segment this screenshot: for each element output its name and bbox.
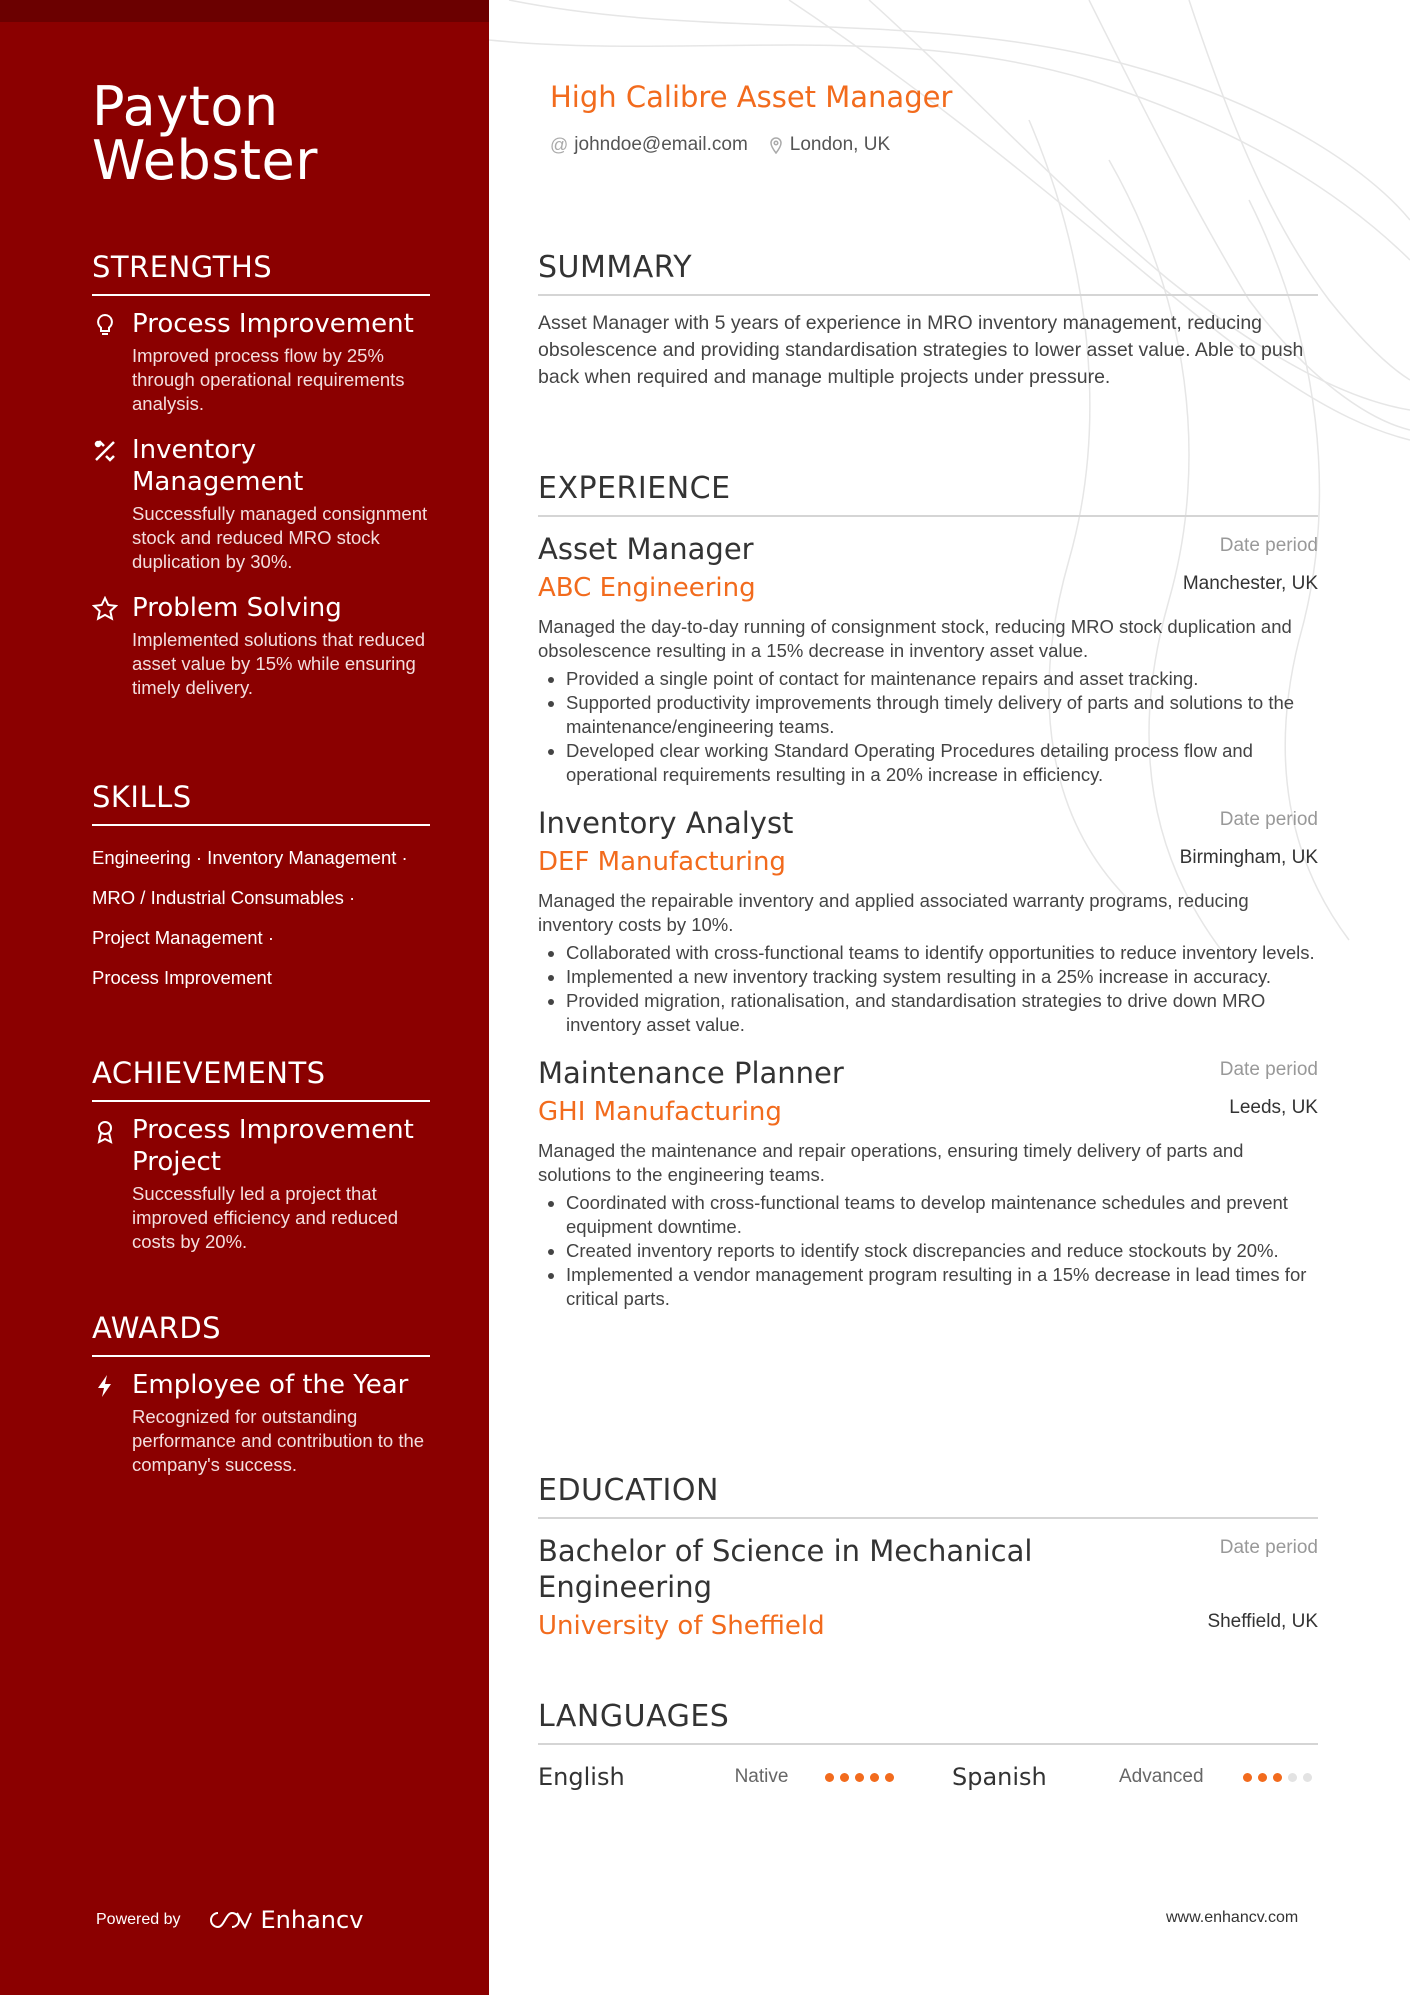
experience-item [538,1055,1318,1311]
language-rating [825,1773,900,1782]
rating-dot-filled [885,1773,894,1782]
rating-dot-filled [1273,1773,1282,1782]
job-location: Birmingham, UK [1179,847,1318,868]
job-bullet: • Supported productivity improvements through timely delivery of parts and solutions to the maintenance/engineering teams. [566,691,1318,739]
languages-row [538,1763,1318,1791]
job-bullets [538,1191,1318,1311]
strengths-heading: STRENGTHS [92,250,430,296]
strength-desc: Implemented solutions that reduced asset value by 15% while ensuring timely delivery. [132,629,426,698]
achievement-title: Process Improvement Project [132,1115,414,1177]
language-name: Spanish [952,1763,1047,1791]
rating-dot-filled [840,1773,849,1782]
skills-heading: SKILLS [92,780,430,826]
enhancv-logo-icon [207,1909,253,1931]
job-bullet: • Provided a single point of contact for maintenance repairs and asset tracking. [566,667,1318,691]
lightbulb-icon [92,312,118,338]
location-pin-icon [770,137,782,154]
job-description: Managed the day-to-day running of consignment stock, reducing MRO stock duplication and obsolescence resulting in a 15% decrease in inventory asset value. [538,616,1292,661]
school-name: University of Sheffield [538,1611,825,1641]
skill-line: Process Improvement [92,967,272,988]
language-level: Native [734,1766,789,1787]
rating-dot-filled [825,1773,834,1782]
language-item [952,1763,1318,1791]
rating-dot-empty [1288,1773,1297,1782]
job-location: Leeds, UK [1229,1097,1318,1118]
star-icon [92,596,118,622]
at-icon: @ [550,134,569,155]
summary-text: Asset Manager with 5 years of experience in MRO inventory management, reducing obsolescence and providing standardisation strategies to lower asset value. Able to push back when required and manage multiple projects under pressure. [538,312,1304,388]
job-bullet: • Created inventory reports to identify stock discrepancies and reduce stockouts by 20%. [566,1239,1318,1263]
job-bullets [538,667,1318,787]
tools-icon [92,438,118,464]
award-icon [92,1118,118,1144]
job-bullet: • Implemented a new inventory tracking system resulting in a 25% increase in accuracy. [566,965,1318,989]
award-item [92,1369,430,1477]
strength-title: Inventory Management [132,435,304,497]
strength-title: Problem Solving [132,593,342,623]
skills-list [92,846,430,990]
rating-dot-filled [855,1773,864,1782]
education-location: Sheffield, UK [1207,1611,1318,1632]
experience-heading: EXPERIENCE [538,471,1318,517]
job-bullet: • Implemented a vendor management program resulting in a 15% decrease in lead times for critical parts. [566,1263,1318,1311]
role-title: High Calibre Asset Manager [550,80,953,114]
education-item [538,1533,1318,1643]
powered-by [96,1906,363,1934]
strengths-section [92,250,430,718]
rating-dot-filled [1258,1773,1267,1782]
strength-item [92,434,430,574]
languages-heading: LANGUAGES [538,1699,1318,1745]
education-section [538,1473,1318,1643]
skill-line: MRO / Industrial Consumables · [92,887,356,908]
strength-title: Process Improvement [132,309,414,339]
powered-by-label: Powered by [96,1911,181,1928]
experience-item [538,531,1318,787]
experience-item [538,805,1318,1037]
strength-item [92,592,430,700]
job-bullets [538,941,1318,1037]
achievement-item [92,1114,430,1254]
job-description: Managed the maintenance and repair operations, ensuring timely delivery of parts and solutions to the engineering teams. [538,1140,1244,1185]
award-desc: Recognized for outstanding performance and contribution to the company's success. [132,1406,425,1475]
job-bullet: • Developed clear working Standard Operating Procedures detailing process flow and operational requirements resulting in a 20% increase in efficiency. [566,739,1318,787]
strength-item [92,308,430,416]
award-title: Employee of the Year [132,1370,409,1400]
last-name: Webster [92,129,318,192]
achievement-desc: Successfully led a project that improved efficiency and reduced costs by 20%. [132,1183,399,1252]
skill-line: Project Management · [92,927,275,948]
languages-section [538,1699,1318,1791]
first-name: Payton [92,75,279,138]
job-date: Date period [1219,535,1318,556]
job-bullet: • Collaborated with cross-functional teams to identify opportunities to reduce inventory levels. [566,941,1318,965]
achievements-heading: ACHIEVEMENTS [92,1056,430,1102]
sidebar-top-band [0,0,489,22]
job-location: Manchester, UK [1182,573,1318,594]
language-name: English [538,1763,625,1791]
language-item [538,1763,900,1791]
awards-section [92,1311,430,1495]
enhancv-brand: Enhancv [260,1906,364,1934]
education-date: Date period [1219,1537,1318,1558]
achievements-section [92,1056,430,1272]
job-bullet: • Provided migration, rationalisation, and standardisation strategies to drive down MRO inventory asset value. [566,989,1318,1037]
language-level: Advanced [1119,1766,1204,1787]
skill-line: Engineering · Inventory Management · [92,847,408,868]
strength-desc: Successfully managed consignment stock and reduced MRO stock duplication by 30%. [132,503,428,572]
job-description: Managed the repairable inventory and applied associated warranty programs, reducing inventory costs by 10%. [538,890,1249,935]
summary-heading: SUMMARY [538,250,1318,296]
rating-dot-filled [1243,1773,1252,1782]
company-name: GHI Manufacturing [538,1097,782,1127]
rating-dot-empty [1303,1773,1312,1782]
experience-section [538,471,1318,1311]
job-title: Maintenance Planner [538,1056,844,1090]
strength-desc: Improved process flow by 25% through operational requirements analysis. [132,345,405,414]
job-date: Date period [1219,809,1318,830]
enhancv-url[interactable]: www.enhancv.com [1166,1909,1299,1926]
job-title: Asset Manager [538,532,754,566]
rating-dot-filled [870,1773,879,1782]
job-bullet: • Coordinated with cross-functional teams to develop maintenance schedules and prevent equipment downtime. [566,1191,1318,1239]
language-rating [1243,1773,1318,1782]
company-name: DEF Manufacturing [538,847,786,877]
summary-section [538,250,1318,391]
skills-section [92,780,430,1006]
location: London, UK [789,134,891,155]
job-date: Date period [1219,1059,1318,1080]
enhancv-logo[interactable] [207,1906,364,1934]
company-name: ABC Engineering [538,573,756,603]
degree: Bachelor of Science in Mechanical Engineering [538,1534,1033,1604]
education-heading: EDUCATION [538,1473,1318,1519]
email[interactable]: johndoe@email.com [574,134,748,155]
candidate-name [92,75,318,192]
lightning-icon [92,1373,118,1399]
contact-row [550,134,890,156]
job-title: Inventory Analyst [538,806,794,840]
awards-heading: AWARDS [92,1311,430,1357]
sidebar [0,0,489,1995]
